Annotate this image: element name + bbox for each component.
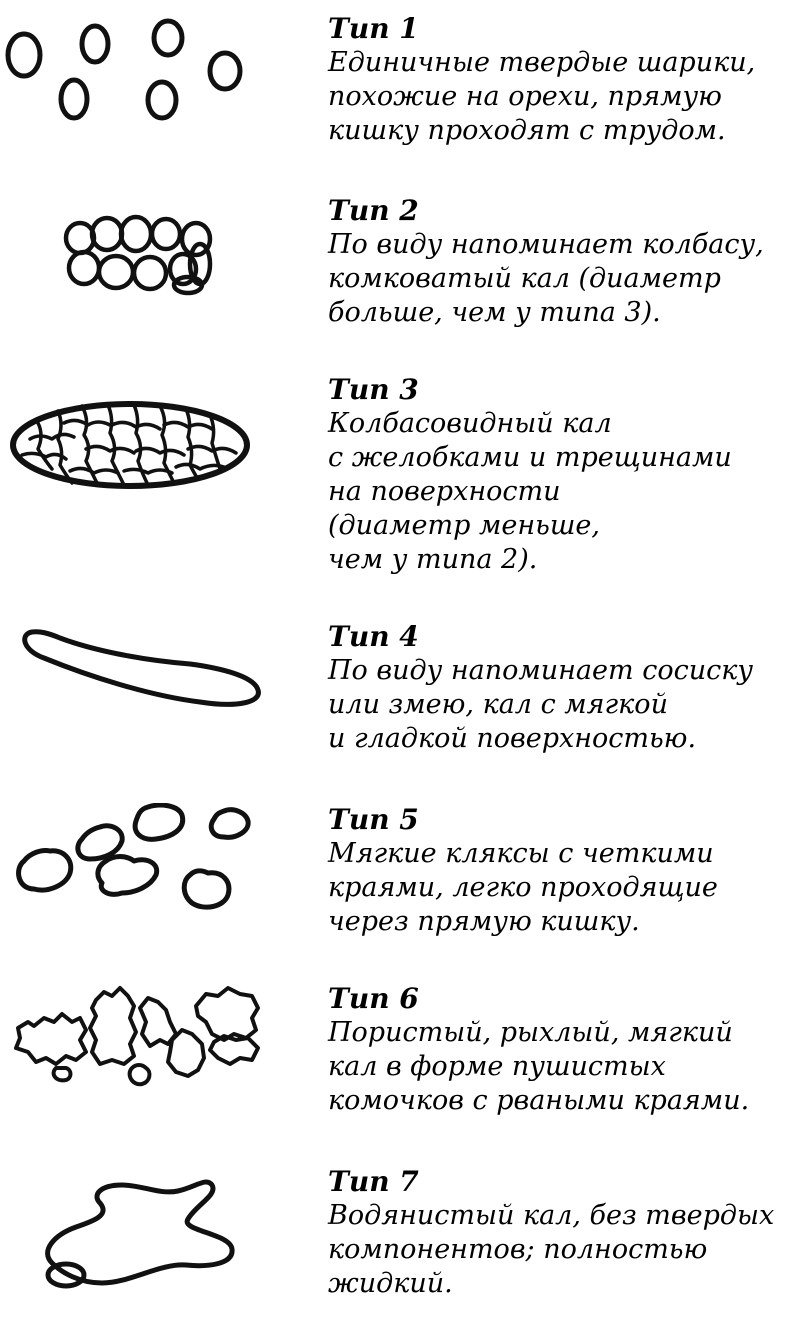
type-2-line-3: больше, чем у типа 3). [328, 297, 661, 328]
type-4-line-1: По виду напоминает сосиску [328, 655, 753, 686]
type-3-line-1: Колбасовидный кал [328, 408, 612, 439]
type-5-line-1: Мягкие кляксы с четкими [328, 838, 714, 869]
type-4-line-3: и гладкой поверхностью. [328, 723, 697, 754]
type-6-title: Тип 6 [328, 982, 419, 1015]
type-4-description [328, 620, 783, 756]
type-7-description [328, 1165, 783, 1301]
type-3-title: Тип 3 [328, 373, 419, 406]
type-7-watery-puddle-drawing [0, 1165, 300, 1305]
type-1-line-3: кишку проходят с трудом. [328, 115, 726, 146]
type-4-title: Тип 4 [328, 620, 419, 653]
type-1-line-1: Единичные твердые шарики, [328, 47, 756, 78]
type-3-line-4: (диаметр меньше, [328, 510, 600, 541]
type-5-title: Тип 5 [328, 803, 419, 836]
type-6-description [328, 982, 783, 1118]
type-5-line-2: краями, легко проходящие [328, 872, 718, 903]
type-1-hard-lumps-drawing [0, 12, 300, 142]
type-6-line-2: кал в форме пушистых [328, 1051, 666, 1082]
type-3-line-3: на поверхности [328, 476, 561, 507]
type-3-description [328, 373, 783, 577]
type-2-line-2: комковатый кал (диаметр [328, 263, 721, 294]
type-1-description [328, 12, 783, 148]
type-2-lumpy-sausage-drawing [0, 194, 300, 314]
type-6-fluffy-pieces-drawing [0, 982, 300, 1112]
type-3-line-5: чем у типа 2). [328, 544, 538, 575]
type-4-line-2: или змею, кал с мягкой [328, 689, 668, 720]
type-2-description [328, 194, 783, 330]
type-6-line-1: Пористый, рыхлый, мягкий [328, 1017, 733, 1048]
type-5-soft-blobs-drawing [0, 803, 300, 933]
type-4-smooth-snake-drawing [0, 620, 300, 730]
type-1-title: Тип 1 [328, 12, 419, 45]
type-5-line-3: через прямую кишку. [328, 906, 640, 937]
type-3-line-2: с желобками и трещинами [328, 442, 732, 473]
type-6-line-3: комочков с рваными краями. [328, 1085, 750, 1116]
type-3-cracked-sausage-drawing [0, 373, 300, 573]
type-7-line-3: жидкий. [328, 1268, 453, 1299]
type-2-title: Тип 2 [328, 194, 419, 227]
type-1-line-2: похожие на орехи, прямую [328, 81, 722, 112]
type-7-title: Тип 7 [328, 1165, 419, 1198]
type-7-line-1: Водянистый кал, без твердых [328, 1200, 775, 1231]
type-7-line-2: компонентов; полностью [328, 1234, 708, 1265]
type-5-description [328, 803, 783, 939]
type-2-line-1: По виду напоминает колбасу, [328, 229, 764, 260]
